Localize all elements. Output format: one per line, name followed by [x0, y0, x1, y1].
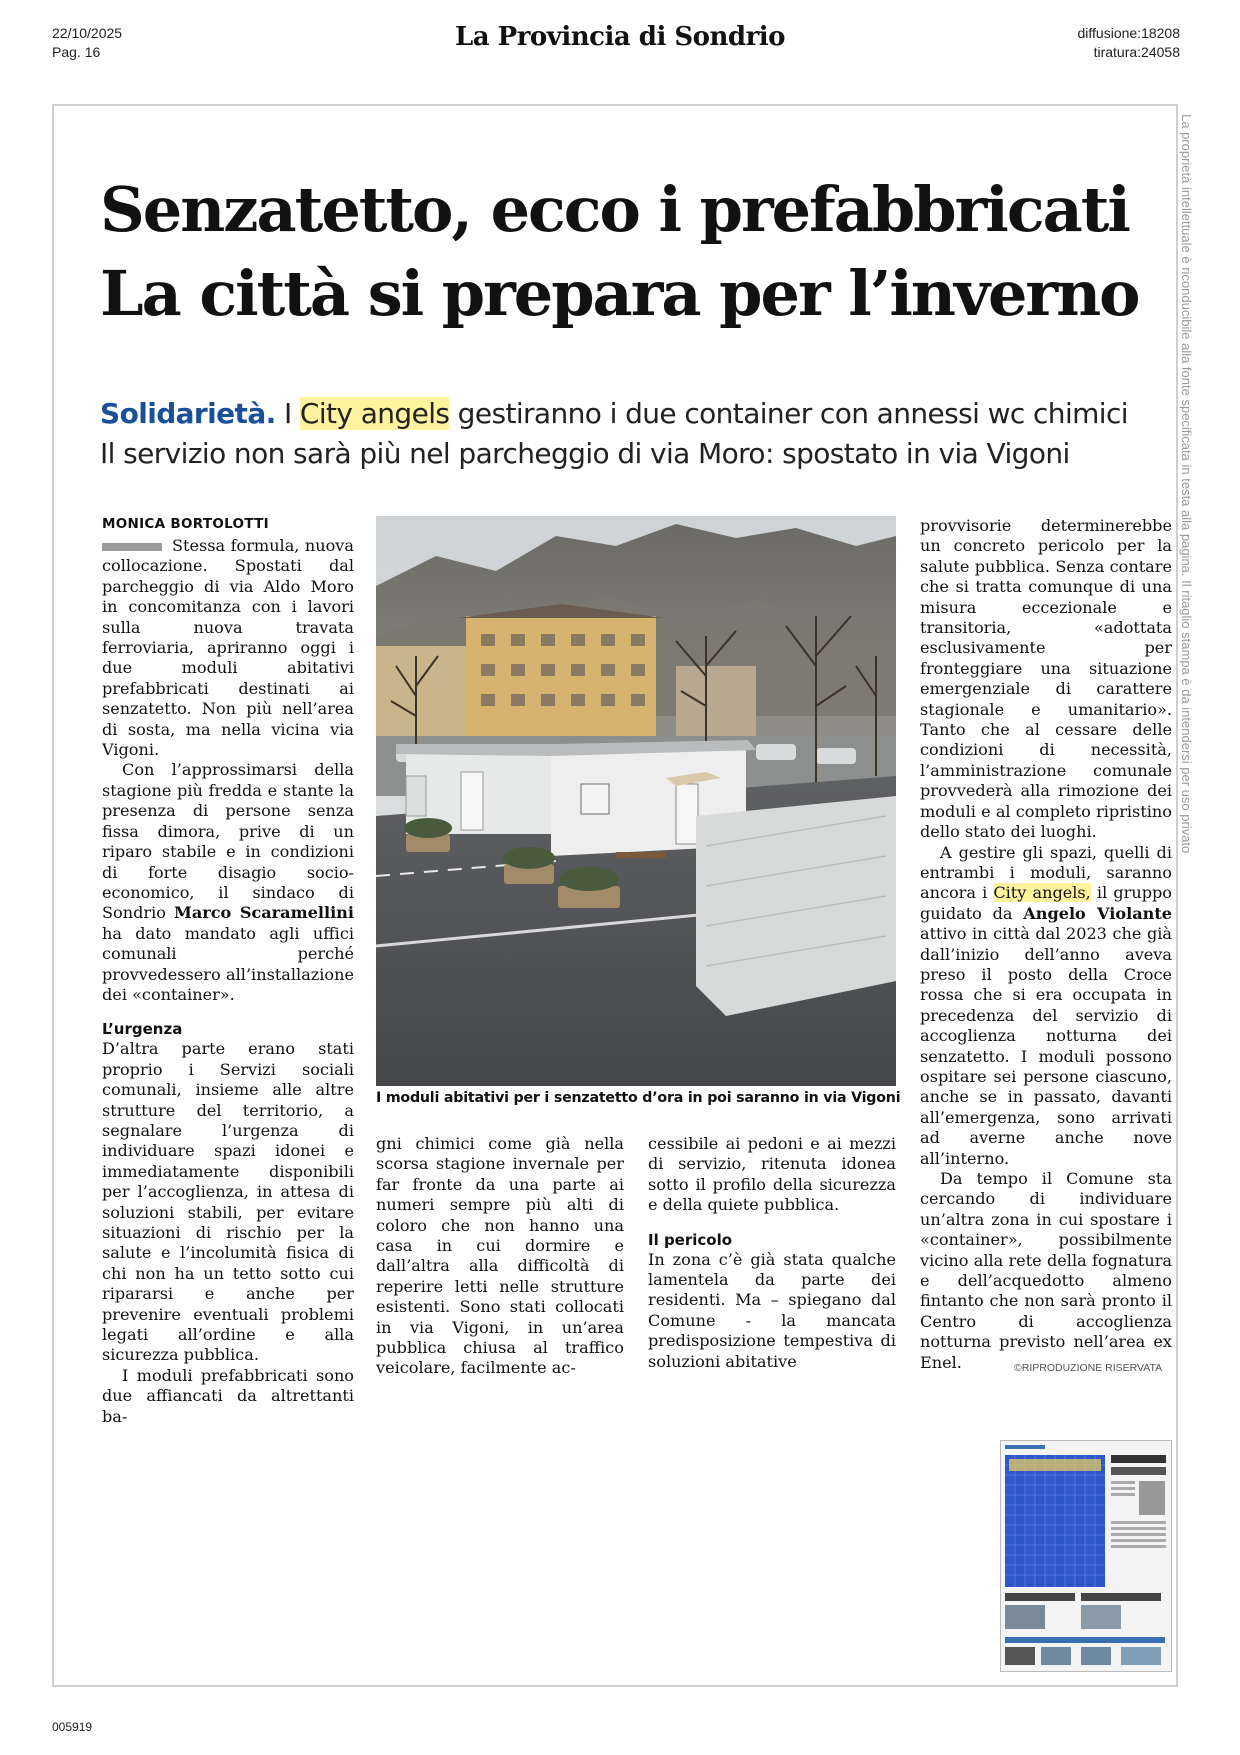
lead-bar — [102, 543, 162, 551]
side-note-text: La proprietà intellettuale è riconducibile alla fonte specificata in testa alla pagina. Il ritaglio stampa è da intendersi per uso privato — [1179, 114, 1194, 854]
paragraph: provvisorie determinerebbe un concreto pericolo per la salute pubblica. Senza contare che si tratta comunque di una misura eccezionale e transitoria, «adottata esclusivamente per fronteggiare una situazione emergenziale di carattere stagionale e umanitario». Tanto che al cessare delle condizioni di necessità, l’amministrazione comunale provvederà alla rimozione dei moduli e al completo ripristino dello stato dei luoghi. — [920, 516, 1172, 842]
paragraph: gni chimici come già nella scorsa stagione invernale per far fronte da una parte ai numeri sempre più alti di coloro che non hanno una casa in cui dormire e dall’altra alla difficoltà di reperire letti nelle strutture esistenti. Sono stati collocati in via Vigoni, in un’area pubblica chiusa al traffico veicolare, facilmente ac- — [376, 1134, 624, 1378]
subhead-highlight: City angels — [299, 397, 450, 430]
paragraph: Da tempo il Comune sta cercando di individuare un’altra zona in cui spostare i «container», possibilmente vicino alla rete della fognatura e dell’acquedotto almeno fintanto che non sarà pronto il Centro di accoglienza notturna previsto nell’area ex Enel. — [920, 1169, 1172, 1372]
subhead-kicker: Solidarietà. — [100, 397, 276, 430]
newspaper-masthead: La Provincia di Sondrio — [455, 22, 785, 52]
paragraph: A gestire gli spazi, quelli di entrambi i moduli, saranno ancora i City angels, il gruppo guidato da Angelo Violante attivo in città dal 2023 che già dall’inizio dell’anno aveva preso il posto della Croce rossa che si era occupata in precedenza del servizio di accoglienza notturna dei senzatetto. I moduli possono ospitare sei persone ciascuno, anche se in passato, davanti all’emergenza, sono arrivati ad averne anche nove all’interno. — [920, 842, 1172, 1168]
subhead-pre: I — [275, 397, 300, 430]
page-number: Pag. 16 — [52, 44, 101, 60]
city-angels-highlight: City angels, — [993, 883, 1091, 903]
article-subhead — [100, 394, 1180, 474]
article-column-2 — [376, 1134, 624, 1379]
circulation-figure: diffusione:18208 — [1077, 25, 1180, 41]
paragraph: In zona c’è già stata qualche lamentela da parte dei residenti. Ma – spiegano dal Comune - la mancata predisposizione tempestiva di soluzioni abitative — [648, 1249, 896, 1371]
leader-name: Angelo Violante — [1023, 903, 1172, 923]
subhead-post: gestiranno i due container con annessi wc chimici — [449, 397, 1128, 430]
headline-line-2: La città si prepara per l’inverno — [100, 257, 1139, 330]
paragraph: I moduli prefabbricati sono due affiancati da altrettanti ba- — [102, 1365, 354, 1426]
subhead-line-1 — [100, 394, 1180, 434]
article-column-1 — [102, 536, 354, 1427]
article-column-3 — [648, 1134, 896, 1372]
page-thumbnail — [1000, 1440, 1172, 1672]
paragraph: Con l’approssimarsi della stagione più fredda e stante la presenza di persone senza fissa dimora, prive di un riparo stabile e in condizioni di forte disagio socio-economico, il sindaco di Sondrio Marco Scaramellini ha dato mandato agli uffici comunali perché provvedessero all’installazione dei «container». — [102, 760, 355, 1004]
headline-line-1: Senzatetto, ecco i prefabbricati — [100, 173, 1129, 246]
issue-date: 22/10/2025 — [52, 25, 123, 41]
article-headline — [100, 168, 1170, 336]
copyright-notice: ©RIPRODUZIONE RISERVATA — [1014, 1362, 1163, 1374]
photo-caption: I moduli abitativi per i senzatetto d’ora in poi saranno in via Vigoni — [376, 1090, 901, 1106]
article-photo — [376, 516, 896, 1086]
subhead-line-2: Il servizio non sarà più nel parcheggio di via Moro: spostato in via Vigoni — [100, 437, 1070, 470]
paragraph: D’altra parte erano stati proprio i Servizi sociali comunali, insieme alle altre strutture del territorio, a segnalare l’urgenza di individuare spazi idonei e immediatamente disponibili per l’accoglienza, in attesa di soluzioni stabili, per evitare situazioni di rischio per la salute e l’incolumità fisica di chi non ha un tetto sotto cui ripararsi e anche per prevenire eventuali problemi legati all’ordine e alla sicurezza pubblica. — [102, 1039, 354, 1365]
header-meta-right — [1078, 24, 1181, 62]
photo-containers-illustration — [376, 516, 896, 1086]
article-column-4 — [920, 516, 1172, 1373]
print-run-figure: tiratura:24058 — [1093, 44, 1180, 60]
page-thumbnail-graphic — [1001, 1441, 1171, 1671]
author-byline: MONICA BORTOLOTTI — [102, 516, 269, 532]
paragraph: Stessa formula, nuova collocazione. Spostati dal parcheggio di via Aldo Moro in concomitanza con i lavori sulla nuova travata ferroviaria, apriranno oggi i due moduli abitativi prefabbricati destinati ai senzatetto. Non più nell’area di sosta, ma nella vicina via Vigoni. — [102, 536, 354, 760]
section-title-pericolo: Il pericolo — [648, 1230, 733, 1249]
document-code: 005919 — [52, 1720, 93, 1734]
paragraph: cessibile ai pedoni e ai mezzi di servizio, ritenuta idonea sotto il profilo della sicurezza e della quiete pubblica. — [648, 1134, 896, 1215]
mayor-name: Marco Scaramellini — [174, 903, 355, 923]
section-title-urgenza: L’urgenza — [102, 1020, 183, 1039]
copyright-side-note — [1180, 114, 1200, 1074]
